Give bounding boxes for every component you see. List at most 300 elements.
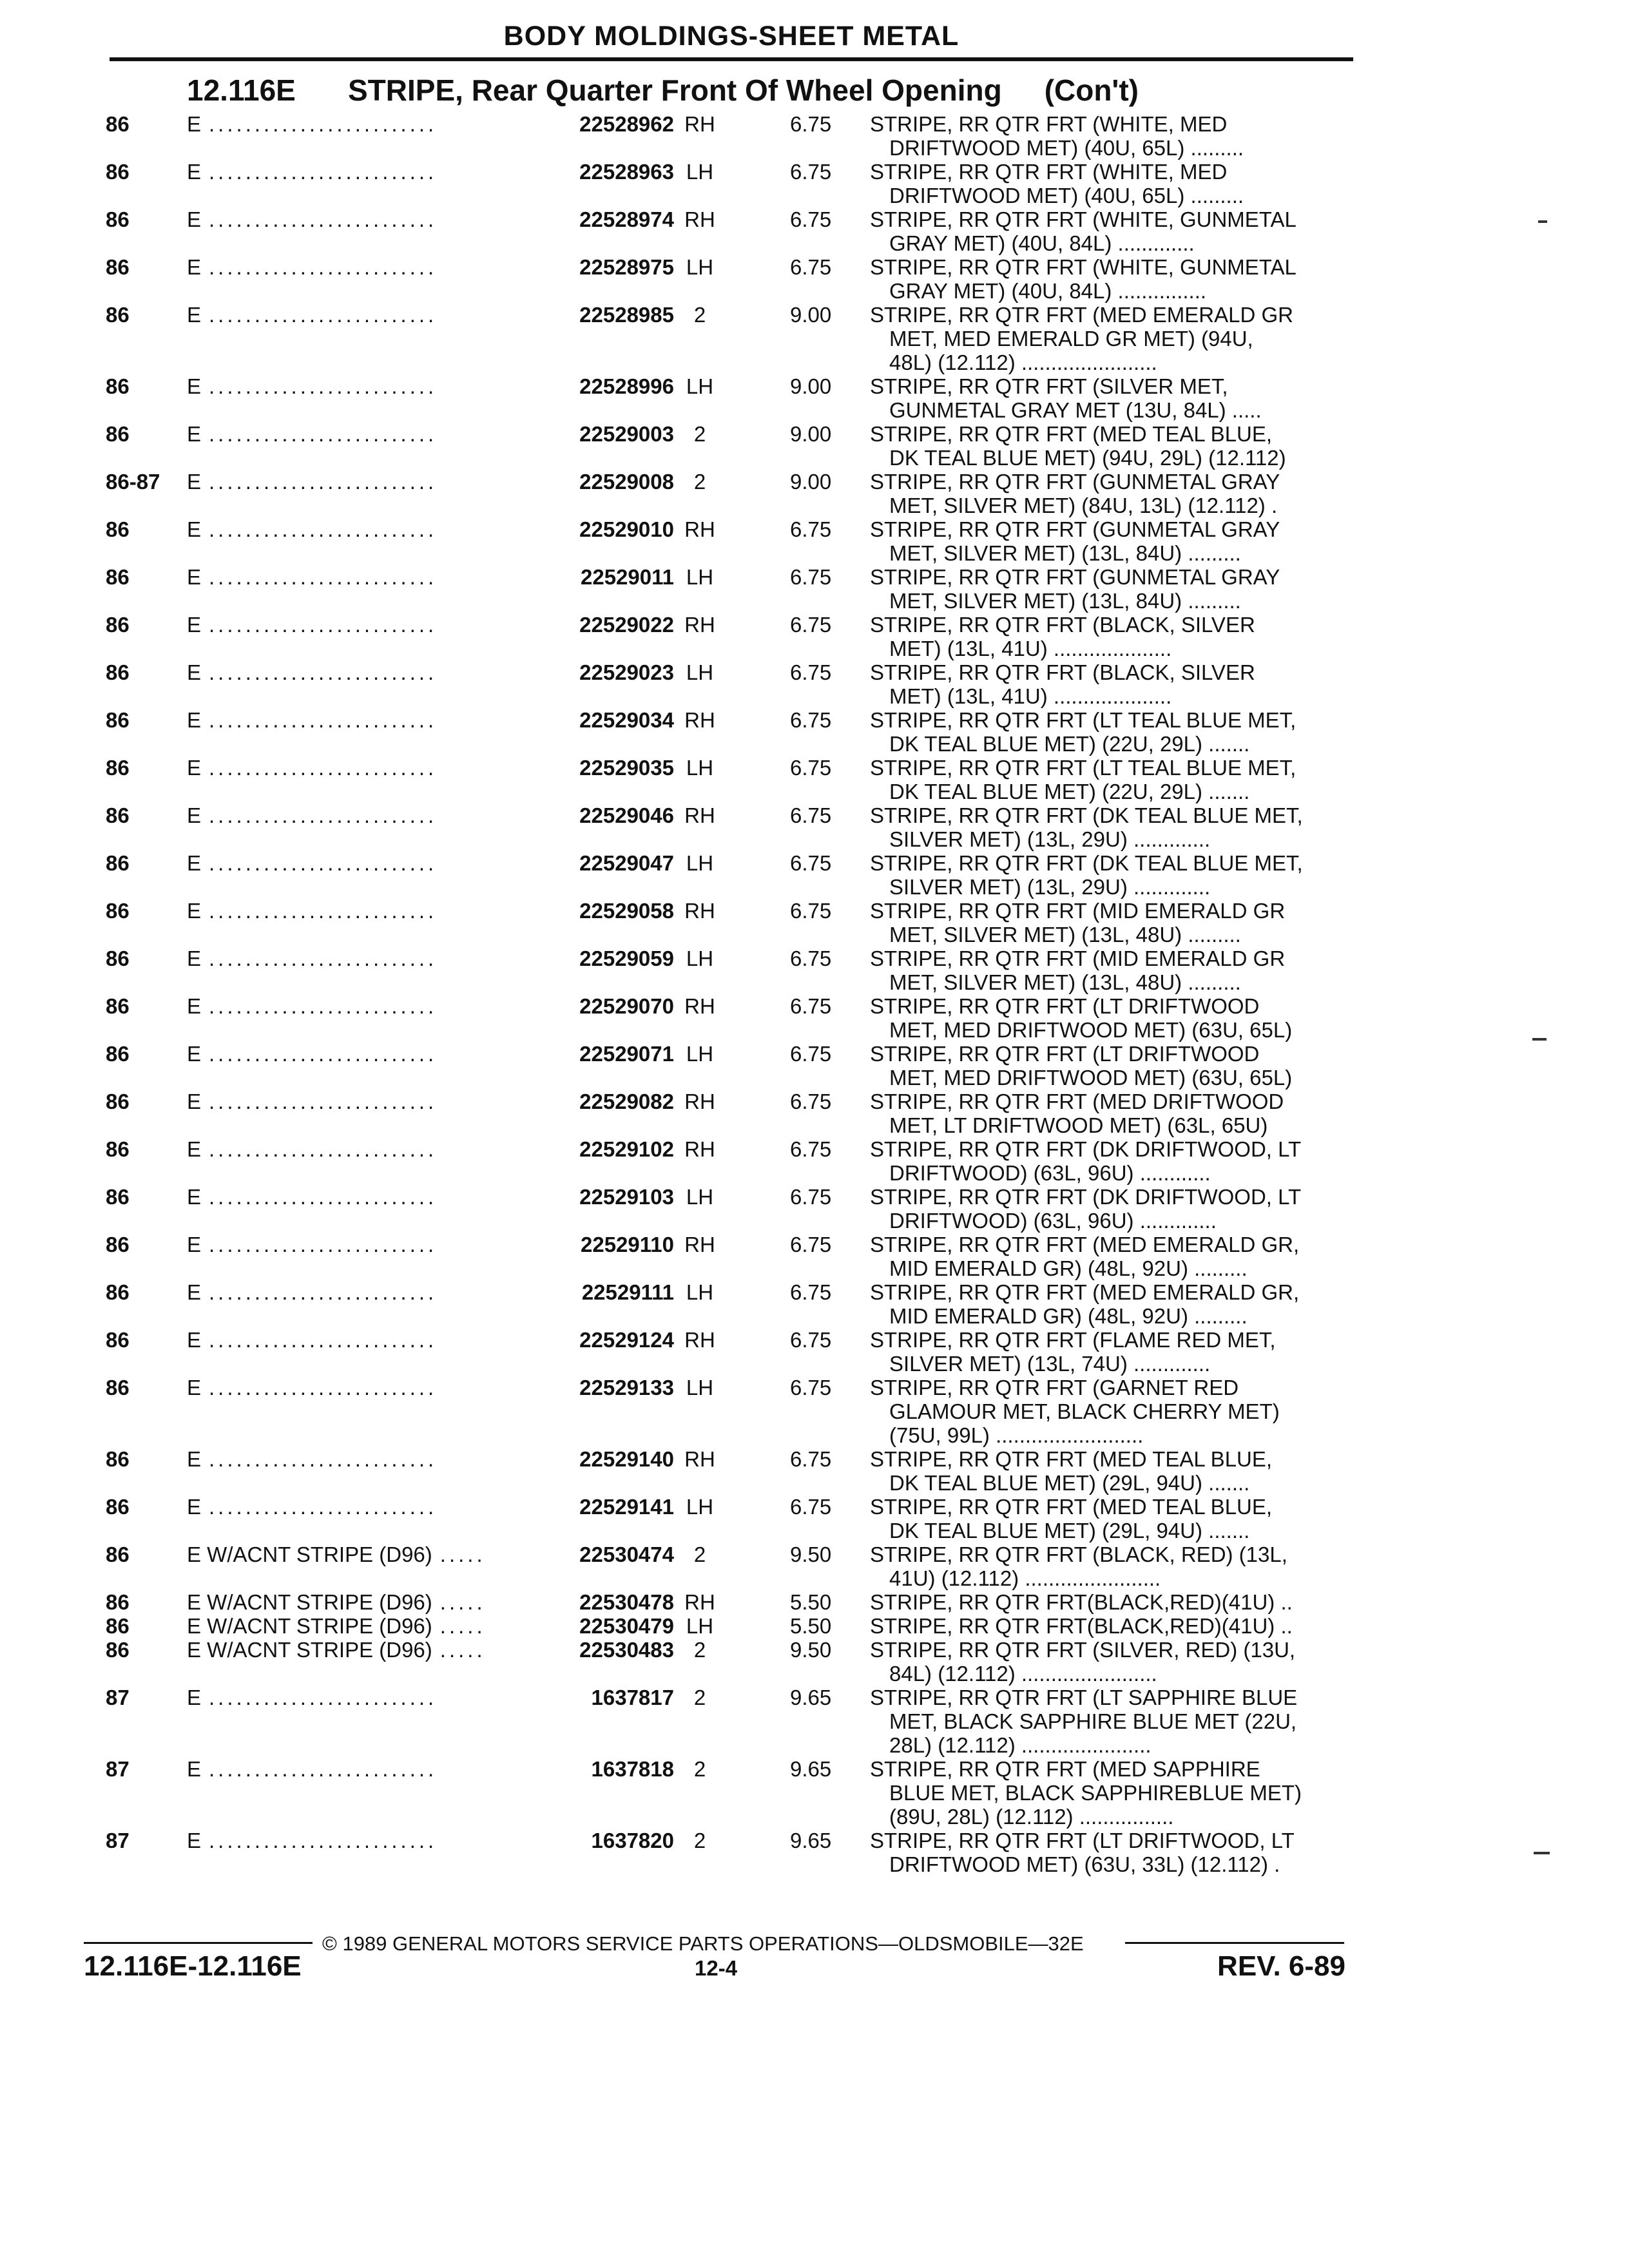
model-code-text: E W/ACNT STRIPE (D96) [187, 1590, 432, 1614]
part-number: 22529010 [579, 517, 674, 541]
dot-leader: ......................... [209, 565, 438, 589]
dot-leader: ......................... [209, 374, 438, 398]
parts-row [0, 565, 1629, 613]
description-line: GRAY MET) (40U, 84L) ............... [889, 279, 1207, 303]
parts-row [0, 1590, 1629, 1614]
price: 6.75 [790, 1280, 832, 1304]
quantity: RH [684, 1137, 715, 1161]
page-title: BODY MOLDINGS-SHEET METAL [503, 21, 959, 52]
margin-mark [1534, 1852, 1550, 1854]
description-line: STRIPE, RR QTR FRT (FLAME RED MET, [870, 1328, 1276, 1352]
description-line: STRIPE, RR QTR FRT (MID EMERALD GR [870, 947, 1286, 970]
price: 9.65 [790, 1757, 832, 1781]
parts-row [0, 613, 1629, 660]
description-line: MET, MED EMERALD GR MET) (94U, [889, 327, 1253, 351]
part-number: 22529023 [579, 660, 674, 684]
dot-leader: ......................... [209, 1376, 438, 1399]
quantity: LH [686, 565, 714, 589]
price: 6.75 [790, 517, 832, 541]
price: 9.00 [790, 374, 832, 398]
description-line: STRIPE, RR QTR FRT (WHITE, MED [870, 112, 1228, 136]
dot-leader: ......................... [209, 1686, 438, 1709]
quantity: LH [686, 160, 714, 184]
quantity: RH [684, 1328, 715, 1352]
description-line: 48L) (12.112) ....................... [889, 351, 1157, 374]
model-year: 86 [106, 994, 130, 1018]
quantity: LH [686, 1614, 714, 1638]
description-line: STRIPE, RR QTR FRT (BLACK, SILVER [870, 613, 1255, 637]
description-line: DRIFTWOOD) (63L, 96U) ............. [889, 1209, 1217, 1233]
description-line: STRIPE, RR QTR FRT (DK DRIFTWOOD, LT [870, 1137, 1302, 1161]
dot-leader: ......................... [209, 1042, 438, 1066]
quantity: RH [684, 899, 715, 923]
part-description [870, 1757, 1353, 1829]
parts-row [0, 1757, 1629, 1829]
dot-leader: ......................... [209, 207, 438, 231]
model-code-text: E [187, 899, 202, 923]
parts-row [0, 947, 1629, 994]
part-description [870, 1185, 1353, 1233]
price: 6.75 [790, 1090, 832, 1113]
description-line: STRIPE, RR QTR FRT (SILVER, RED) (13U, [870, 1638, 1296, 1662]
parts-row [0, 470, 1629, 517]
description-line: STRIPE, RR QTR FRT (LT TEAL BLUE MET, [870, 756, 1296, 780]
price: 6.75 [790, 112, 832, 136]
price: 6.75 [790, 1376, 832, 1399]
quantity: 2 [693, 1686, 706, 1709]
footer-rule-right [1125, 1942, 1344, 1944]
model-year: 86 [106, 899, 130, 923]
model-code-text: E [187, 255, 202, 279]
model-year: 86 [106, 422, 130, 446]
price: 6.75 [790, 613, 832, 637]
parts-row [0, 422, 1629, 470]
model-year: 86 [106, 1495, 130, 1519]
model-year: 86 [106, 803, 130, 827]
quantity: LH [686, 1495, 714, 1519]
footer-section-range: 12.116E-12.116E [84, 1950, 302, 1982]
model-code [187, 1590, 486, 1614]
description-line: MET, BLACK SAPPHIRE BLUE MET (22U, [889, 1709, 1297, 1733]
model-code [187, 756, 437, 780]
parts-row [0, 1638, 1629, 1686]
model-code-text: E [187, 660, 202, 684]
dot-leader: ......................... [209, 660, 438, 684]
price: 6.75 [790, 160, 832, 184]
model-code [187, 1542, 486, 1566]
part-description [870, 1137, 1353, 1185]
model-year: 86 [106, 613, 130, 637]
part-description [870, 1280, 1353, 1328]
model-code [187, 303, 437, 327]
parts-row [0, 1185, 1629, 1233]
model-year: 86 [106, 1090, 130, 1113]
dot-leader: ......................... [209, 1328, 438, 1352]
price: 9.00 [790, 303, 832, 327]
description-line: STRIPE, RR QTR FRT (MED SAPPHIRE [870, 1757, 1260, 1781]
part-number: 22529047 [579, 851, 674, 875]
description-line: STRIPE, RR QTR FRT (MED TEAL BLUE, [870, 1495, 1273, 1519]
model-code [187, 1090, 437, 1113]
description-line: 28L) (12.112) ...................... [889, 1733, 1152, 1757]
part-number: 22529110 [580, 1233, 674, 1256]
part-number: 22528962 [579, 112, 674, 136]
part-description [870, 1090, 1353, 1137]
quantity: RH [684, 1447, 715, 1471]
description-line: STRIPE, RR QTR FRT(BLACK,RED)(41U) .. [870, 1590, 1293, 1614]
price: 6.75 [790, 207, 832, 231]
model-year: 86 [106, 207, 130, 231]
model-code-text: E [187, 470, 202, 494]
price: 6.75 [790, 994, 832, 1018]
part-number: 22529059 [579, 947, 674, 970]
part-number: 22530479 [579, 1614, 674, 1638]
description-line: MET, SILVER MET) (13L, 84U) ......... [889, 541, 1241, 565]
description-line: DK TEAL BLUE MET) (94U, 29L) (12.112) [889, 446, 1286, 470]
footer-rule-left [84, 1942, 313, 1944]
quantity: LH [686, 374, 714, 398]
model-code-text: E [187, 1233, 202, 1256]
section-number: 12.116E [187, 73, 296, 107]
description-line: (75U, 99L) ......................... [889, 1423, 1144, 1447]
part-description [870, 851, 1353, 899]
model-year: 86 [106, 112, 130, 136]
model-code-text: E [187, 1090, 202, 1113]
description-line: STRIPE, RR QTR FRT (MED EMERALD GR, [870, 1233, 1300, 1256]
part-description [870, 374, 1353, 422]
price: 5.50 [790, 1614, 832, 1638]
dot-leader: ......................... [209, 422, 438, 446]
parts-row [0, 899, 1629, 947]
parts-row [0, 1614, 1629, 1638]
quantity: LH [686, 1042, 714, 1066]
part-description [870, 994, 1353, 1042]
model-code [187, 374, 437, 398]
dot-leader: ......................... [209, 255, 438, 279]
description-line: STRIPE, RR QTR FRT(BLACK,RED)(41U) .. [870, 1614, 1293, 1638]
part-description [870, 1042, 1353, 1090]
description-line: STRIPE, RR QTR FRT (WHITE, GUNMETAL [870, 255, 1296, 279]
price: 6.75 [790, 1328, 832, 1352]
quantity: RH [684, 517, 715, 541]
model-code [187, 422, 437, 446]
quantity: RH [684, 803, 715, 827]
model-year: 86 [106, 565, 130, 589]
model-code [187, 1185, 437, 1209]
footer-page-number: 12-4 [695, 1956, 738, 1980]
model-year: 86 [106, 756, 130, 780]
model-year: 86 [106, 374, 130, 398]
part-number: 22529124 [579, 1328, 674, 1352]
model-code [187, 708, 437, 732]
description-line: STRIPE, RR QTR FRT (MID EMERALD GR [870, 899, 1286, 923]
dot-leader: ......................... [209, 1137, 438, 1161]
footer-revision: REV. 6-89 [1217, 1950, 1345, 1982]
description-line: 84L) (12.112) ....................... [889, 1662, 1157, 1686]
dot-leader: ......................... [209, 1447, 438, 1471]
model-code-text: E [187, 422, 202, 446]
description-line: STRIPE, RR QTR FRT (LT DRIFTWOOD, LT [870, 1829, 1295, 1852]
price: 9.00 [790, 422, 832, 446]
part-description [870, 160, 1353, 207]
description-line: (89U, 28L) (12.112) ................ [889, 1805, 1174, 1829]
part-number: 22529102 [579, 1137, 674, 1161]
parts-row [0, 1686, 1629, 1757]
part-description [870, 470, 1353, 517]
price: 6.75 [790, 899, 832, 923]
model-code [187, 1638, 486, 1662]
description-line: MET) (13L, 41U) .................... [889, 637, 1172, 660]
part-description [870, 517, 1353, 565]
price: 5.50 [790, 1590, 832, 1614]
part-description [870, 1638, 1353, 1686]
quantity: 2 [693, 1757, 706, 1781]
description-line: STRIPE, RR QTR FRT (LT TEAL BLUE MET, [870, 708, 1296, 732]
quantity: 2 [693, 470, 706, 494]
parts-row [0, 1376, 1629, 1447]
dot-leader: ......................... [209, 803, 438, 827]
dot-leader: ......................... [209, 112, 438, 136]
model-code [187, 1233, 437, 1256]
model-year: 86 [106, 947, 130, 970]
model-code [187, 660, 437, 684]
model-code-text: E [187, 1757, 202, 1781]
quantity: LH [686, 947, 714, 970]
part-number: 22529070 [579, 994, 674, 1018]
model-year: 86 [106, 1328, 130, 1352]
description-line: STRIPE, RR QTR FRT (MED TEAL BLUE, [870, 1447, 1273, 1471]
price: 6.75 [790, 851, 832, 875]
dot-leader: ......................... [209, 994, 438, 1018]
margin-mark [1538, 220, 1547, 223]
dot-leader: ......................... [209, 756, 438, 780]
model-code-text: E [187, 851, 202, 875]
description-line: STRIPE, RR QTR FRT (MED DRIFTWOOD [870, 1090, 1284, 1113]
model-year: 86 [106, 1638, 130, 1662]
model-code-text: E [187, 1829, 202, 1852]
parts-row [0, 756, 1629, 803]
part-number: 22529141 [579, 1495, 674, 1519]
model-code [187, 1447, 437, 1471]
part-description [870, 613, 1353, 660]
model-code-text: E [187, 1495, 202, 1519]
model-code-text: E [187, 1137, 202, 1161]
part-description [870, 1829, 1353, 1876]
footer-copyright: © 1989 GENERAL MOTORS SERVICE PARTS OPERATIONS—OLDSMOBILE—32E [322, 1932, 1084, 1955]
price: 6.75 [790, 565, 832, 589]
price: 9.65 [790, 1686, 832, 1709]
parts-row [0, 303, 1629, 374]
price: 6.75 [790, 756, 832, 780]
model-code-text: E W/ACNT STRIPE (D96) [187, 1638, 432, 1662]
margin-mark [1532, 1038, 1547, 1041]
model-code [187, 1757, 437, 1781]
parts-row [0, 1280, 1629, 1328]
part-number: 22530483 [579, 1638, 674, 1662]
part-number: 22529058 [579, 899, 674, 923]
description-line: DRIFTWOOD MET) (40U, 65L) ......... [889, 136, 1244, 160]
model-code [187, 255, 437, 279]
quantity: 2 [693, 1638, 706, 1662]
model-code [187, 899, 437, 923]
model-code [187, 517, 437, 541]
part-description [870, 565, 1353, 613]
model-year: 86 [106, 660, 130, 684]
part-number: 22528974 [579, 207, 674, 231]
description-line: BLUE MET, BLACK SAPPHIREBLUE MET) [889, 1781, 1302, 1805]
quantity: LH [686, 1376, 714, 1399]
dot-leader: ......................... [209, 1829, 438, 1852]
part-number: 22529008 [579, 470, 674, 494]
model-code-text: E [187, 756, 202, 780]
quantity: 2 [693, 1829, 706, 1852]
part-number: 22529003 [579, 422, 674, 446]
price: 6.75 [790, 708, 832, 732]
price: 9.50 [790, 1542, 832, 1566]
model-year: 86 [106, 708, 130, 732]
part-description [870, 112, 1353, 160]
dot-leader: ......................... [209, 947, 438, 970]
quantity: LH [686, 851, 714, 875]
dot-leader: ..... [439, 1638, 486, 1662]
model-year: 86 [106, 517, 130, 541]
part-description [870, 899, 1353, 947]
description-line: 41U) (12.112) ....................... [889, 1566, 1161, 1590]
model-code [187, 1137, 437, 1161]
part-description [870, 1686, 1353, 1757]
part-number: 22529111 [581, 1280, 674, 1304]
dot-leader: ......................... [209, 1090, 438, 1113]
description-line: DK TEAL BLUE MET) (22U, 29L) ....... [889, 732, 1250, 756]
model-code-text: E W/ACNT STRIPE (D96) [187, 1542, 432, 1566]
model-code [187, 470, 437, 494]
description-line: STRIPE, RR QTR FRT (LT DRIFTWOOD [870, 1042, 1260, 1066]
dot-leader: ..... [439, 1614, 486, 1638]
part-description [870, 207, 1353, 255]
model-year: 86 [106, 1614, 130, 1638]
parts-row [0, 255, 1629, 303]
parts-row [0, 994, 1629, 1042]
quantity: RH [684, 1090, 715, 1113]
part-number: 22528963 [579, 160, 674, 184]
parts-row [0, 1090, 1629, 1137]
parts-row [0, 1137, 1629, 1185]
model-code-text: E [187, 1447, 202, 1471]
parts-row [0, 1495, 1629, 1542]
price: 6.75 [790, 947, 832, 970]
part-number: 22529140 [579, 1447, 674, 1471]
part-description [870, 1447, 1353, 1495]
model-code-text: E [187, 994, 202, 1018]
section-continued: (Con't) [1044, 73, 1139, 107]
description-line: STRIPE, RR QTR FRT (GUNMETAL GRAY [870, 565, 1280, 589]
model-year: 86 [106, 1042, 130, 1066]
parts-row [0, 1542, 1629, 1590]
description-line: STRIPE, RR QTR FRT (LT SAPPHIRE BLUE [870, 1686, 1298, 1709]
parts-row [0, 851, 1629, 899]
part-description [870, 660, 1353, 708]
dot-leader: ......................... [209, 517, 438, 541]
description-line: SILVER MET) (13L, 74U) ............. [889, 1352, 1211, 1376]
description-line: STRIPE, RR QTR FRT (WHITE, GUNMETAL [870, 207, 1296, 231]
model-code-text: E [187, 803, 202, 827]
description-line: STRIPE, RR QTR FRT (DK TEAL BLUE MET, [870, 803, 1303, 827]
description-line: STRIPE, RR QTR FRT (GUNMETAL GRAY [870, 517, 1280, 541]
model-code-text: E [187, 1185, 202, 1209]
quantity: RH [684, 1233, 715, 1256]
model-year: 86 [106, 1137, 130, 1161]
dot-leader: ......................... [209, 160, 438, 184]
model-code-text: E [187, 1328, 202, 1352]
quantity: RH [684, 708, 715, 732]
model-year: 86 [106, 1280, 130, 1304]
model-year: 86 [106, 160, 130, 184]
description-line: DRIFTWOOD) (63L, 96U) ............ [889, 1161, 1211, 1185]
model-code-text: E [187, 303, 202, 327]
quantity: LH [686, 756, 714, 780]
description-line: MET, SILVER MET) (13L, 84U) ......... [889, 589, 1241, 613]
model-year: 86 [106, 1185, 130, 1209]
model-year: 87 [106, 1829, 130, 1852]
model-year: 86 [106, 1590, 130, 1614]
part-number: 22529046 [579, 803, 674, 827]
description-line: STRIPE, RR QTR FRT (DK DRIFTWOOD, LT [870, 1185, 1302, 1209]
parts-row [0, 708, 1629, 756]
part-number: 22529022 [579, 613, 674, 637]
description-line: MET, SILVER MET) (13L, 48U) ......... [889, 970, 1241, 994]
part-description [870, 1328, 1353, 1376]
part-number: 22528985 [579, 303, 674, 327]
dot-leader: ..... [439, 1542, 486, 1566]
model-code-text: E [187, 613, 202, 637]
price: 9.00 [790, 470, 832, 494]
model-year: 86-87 [106, 470, 160, 494]
model-year: 86 [106, 1542, 130, 1566]
part-description [870, 1590, 1353, 1614]
model-code-text: E [187, 160, 202, 184]
part-number: 22529034 [579, 708, 674, 732]
dot-leader: ......................... [209, 1495, 438, 1519]
dot-leader: ......................... [209, 899, 438, 923]
part-description [870, 708, 1353, 756]
description-line: GLAMOUR MET, BLACK CHERRY MET) [889, 1399, 1280, 1423]
part-description [870, 803, 1353, 851]
title-rule [110, 57, 1353, 61]
dot-leader: ......................... [209, 1233, 438, 1256]
description-line: STRIPE, RR QTR FRT (MED EMERALD GR [870, 303, 1294, 327]
parts-row [0, 374, 1629, 422]
description-line: DRIFTWOOD MET) (63U, 33L) (12.112) . [889, 1852, 1280, 1876]
description-line: MID EMERALD GR) (48L, 92U) ......... [889, 1304, 1248, 1328]
quantity: LH [686, 660, 714, 684]
parts-row [0, 517, 1629, 565]
model-code [187, 1614, 486, 1638]
parts-row [0, 1042, 1629, 1090]
model-code-text: E [187, 947, 202, 970]
quantity: RH [684, 1590, 715, 1614]
part-number: 22529133 [579, 1376, 674, 1399]
model-code-text: E [187, 708, 202, 732]
part-description [870, 1614, 1353, 1638]
description-line: MET, SILVER MET) (84U, 13L) (12.112) . [889, 494, 1278, 517]
description-line: GRAY MET) (40U, 84L) ............. [889, 231, 1195, 255]
description-line: DK TEAL BLUE MET) (22U, 29L) ....... [889, 780, 1250, 803]
price: 9.65 [790, 1829, 832, 1852]
model-code [187, 1280, 437, 1304]
dot-leader: ......................... [209, 851, 438, 875]
model-code-text: E [187, 1686, 202, 1709]
model-code [187, 803, 437, 827]
